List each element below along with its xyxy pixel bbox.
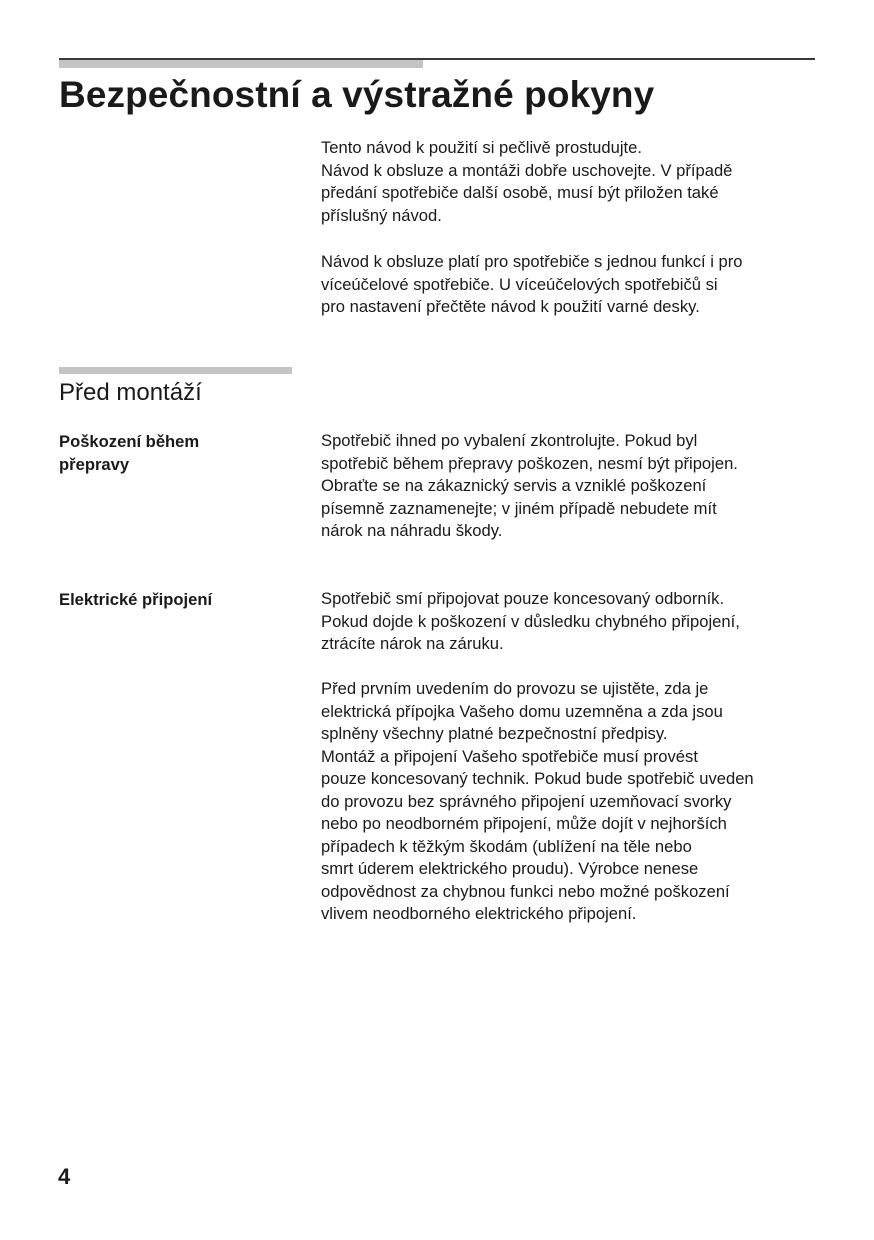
electrical-paragraph-2: Před prvním uvedením do provozu se ujistěte, zda je elektrická přípojka Vašeho domu uzemněna a zda jsou splněny všechny platné bezpečnostní předpisy. Montáž a připojení Vašeho spotřebiče musí provést pouze koncesovaný technik. Pokud bude spotřebič uveden do provozu bez správného připojení uzemňovací svorky nebo po neodborném připojení, může dojít v nejhorších případech k těžkým škodám (ublížení na těle nebo smrt úderem elektrického proudu). Výrobce nenese odpovědnost za chybnou funkci nebo možné poškození vlivem neodborného elektrického připojení.: [321, 679, 754, 923]
section-title: Před montáží: [59, 379, 202, 406]
electrical-paragraph-1: Spotřebič smí připojovat pouze koncesovaný odborník. Pokud dojde k poškození v důsledku chybného připojení, ztrácíte nárok na záruku.: [321, 589, 740, 653]
damage-label: Poškození během přepravy: [59, 432, 200, 474]
page-number: 4: [58, 1164, 71, 1189]
damage-text: Spotřebič ihned po vybalení zkontrolujte. Pokud byl spotřebič během přepravy poškozen, nesmí být připojen. Obraťte se na zákaznický servis a vzniklé poškození písemně zaznamenejte; v jiném případě nebudete mít nárok na náhradu škody.: [321, 431, 738, 540]
intro-paragraph-2: Návod k obsluze platí pro spotřebiče s jednou funkcí i pro víceúčelové spotřebiče. U víceúčelových spotřebičů si pro nastavení přečtěte návod k použití varné desky.: [321, 252, 743, 316]
page-title: Bezpečnostní a výstražné pokyny: [59, 74, 655, 115]
intro-paragraph-1: Tento návod k použití si pečlivě prostudujte. Návod k obsluze a montáži dobře uschovejte. V případě předání spotřebiče další osobě, musí být přiložen také příslušný návod.: [321, 138, 733, 225]
electrical-label: Elektrické připojení: [59, 590, 213, 609]
section-rule-bar: [59, 367, 292, 374]
top-rule-bar: [59, 60, 423, 68]
